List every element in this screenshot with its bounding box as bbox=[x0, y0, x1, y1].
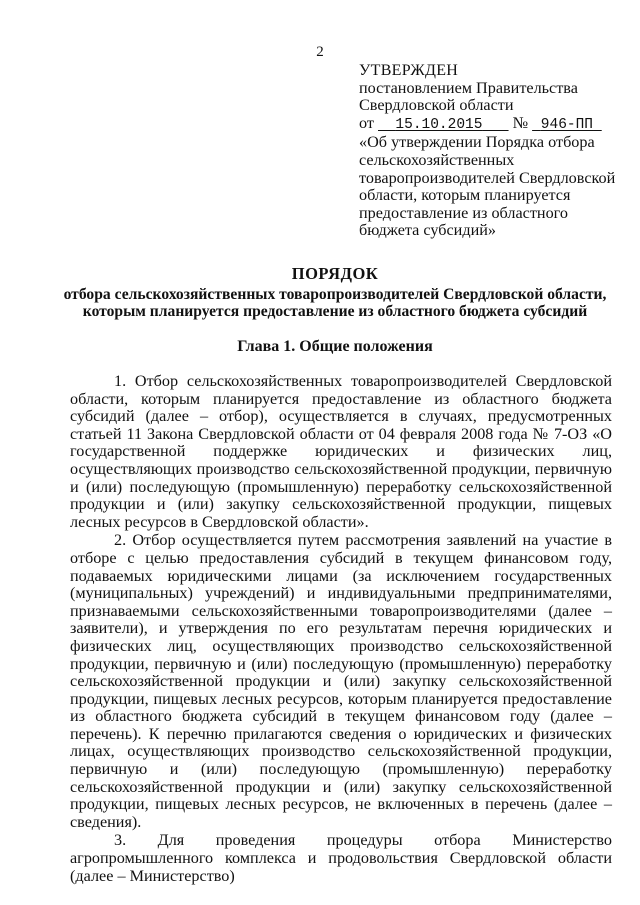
chapter-title: Глава 1. Общие положения bbox=[237, 338, 433, 355]
paragraph: 3. Для проведения процедуры отбора Министерство агропромышленного комплекса и продовольствия Свердловской области (далее – Министерство) bbox=[70, 831, 612, 885]
approval-date-line bbox=[359, 115, 624, 135]
approval-heading: УТВЕРЖДЕН bbox=[359, 62, 459, 79]
approval-block bbox=[359, 62, 624, 240]
document-subtitle: отбора сельскохозяйственных товаропроизводителей Свердловской области, которым планируется предоставление из областного бюджета субсидий bbox=[63, 285, 607, 321]
approval-number: 946-ПП bbox=[540, 116, 594, 133]
page-number: 2 bbox=[316, 44, 324, 60]
date-prefix: от bbox=[359, 113, 374, 132]
approval-line-1: постановлением Правительства bbox=[359, 78, 578, 97]
approval-title-line: товаропроизводителей Свердловской bbox=[359, 168, 616, 187]
number-prefix: № bbox=[512, 113, 529, 132]
paragraph: 2. Отбор осуществляется путем рассмотрения заявлений на участие в отборе с целью предоставления субсидий в текущем финансовом году, подаваемых юридическими лицами (за исключением государственных (муниципальных) учреждений) и индивидуальными предпринимателями, признаваемыми сельскохозяйственными товаропроизводителями (далее – заявители), и утверждения по его результатам перечня юридических и физических лиц, осуществляющих производство сельскохозяйственной продукции, первичную и (или) последующую (промышленную) переработку сельскохозяйственной продукции и (или) закупку сельскохозяйственной продукции, пищевых лесных ресурсов, которым планируется предоставление из областного бюджета субсидий в текущем финансовом году (далее – перечень). К перечню прилагаются сведения о юридических и физических лицах, осуществляющих производство сельскохозяйственной продукции, первичную и (или) последующую (промышленную) переработку сельскохозяйственной продукции и (или) закупку сельскохозяйственной продукции, пищевых лесных ресурсов, не включенных в перечень (далее – сведения). bbox=[70, 531, 612, 831]
paragraph: 1. Отбор сельскохозяйственных товаропроизводителей Свердловской области, которым планируется предоставление из областного бюджета субсидий (далее – отбор), осуществляется в случаях, предусмотренных статьей 11 Закона Свердловской области от 04 февраля 2008 года № 7-ОЗ «О государственной поддержке юридических и физических лиц, осуществляющих производство сельскохозяйственной продукции, первичную и (или) последующую (промышленную) переработку сельскохозяйственной продукции и (или) закупку сельскохозяйственной продукции, пищевых лесных ресурсов в Свердловской области». bbox=[70, 372, 612, 531]
approval-title-line: бюджета субсидий» bbox=[359, 221, 496, 240]
approval-title-line: сельскохозяйственных bbox=[359, 150, 515, 169]
document-title: ПОРЯДОК bbox=[291, 264, 379, 283]
approval-line-2: Свердловской области bbox=[359, 96, 514, 115]
approval-date: 15.10.2015 bbox=[395, 116, 483, 133]
document-title-block bbox=[55, 265, 615, 321]
document-body bbox=[70, 373, 612, 885]
approval-title-line: предоставление из областного bbox=[359, 203, 568, 222]
approval-title-line: области, которым планируется bbox=[359, 186, 571, 205]
approval-title-line: «Об утверждении Порядка отбора bbox=[359, 133, 595, 152]
